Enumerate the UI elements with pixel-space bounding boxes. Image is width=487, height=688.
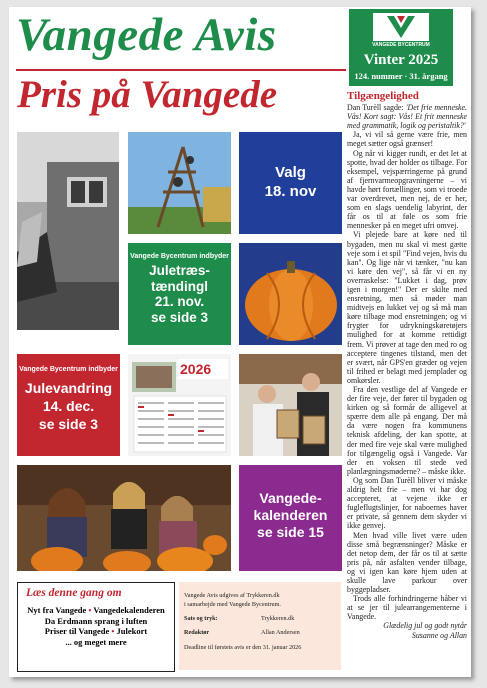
article-paragraph: Vi plejede bare at køre ned til bygaden, men nu skal vi mest gætte veje som i et spil "Find vejen, hvis du kan". Og lige når vi tænker, "nu kan vi køre den vej", så får vi en ny overraskelse: "Lukket i dag, prøv igen i morgen!" Der er skilte med ensretning, men så møder man midtvejs en lukket vej og så må man køre tilbage mod ensretningen; og vi frygter for udrykningskøretøjers mulighed for at komme rettidigt frem. Vi prøver at tage den med ro og acceptere tingenes tilstand, men det er svært, når GPS'en græder og vejen til frihed er belagt med jernplader og omkørsler. (347, 230, 467, 385)
election-date: 18. nov (264, 182, 317, 200)
christmas-walk-line1: Julevandring (24, 380, 113, 396)
vangede-logo (373, 13, 429, 41)
pumpkin-photo (239, 243, 342, 345)
christmas-walk-tile (17, 354, 120, 456)
christmas-walk-intro: Vangede Bycentrum indbyder (19, 366, 118, 373)
article-signature: Susanne og Allan (411, 630, 467, 640)
calendar-line2: kalenderen (253, 507, 328, 523)
contents-line: Nyt fra Vangede • Vangedekalenderen (27, 605, 165, 615)
article-paragraph: Fra den vestlige del af Vangede er der fire veje, der fører til bygaden og kirken og så formår de alligevel at spærre dem alle på engang. Der må da være nogen fra kommunens teknisk afdeling, der kan spotte, at der med fire veje skal være mulighed for tilgængelig også i Vangede. Var der en voksen til stede ved planlægningsmøderne? – måske ikke. (347, 385, 467, 476)
badge-season: Vinter 2025 (363, 52, 439, 68)
historic-photo (17, 132, 119, 330)
colophon-print-value: Trykkeren.dk (261, 615, 295, 622)
scaffold-photo (128, 132, 231, 234)
page-headline: Pris på Vangede (17, 73, 278, 116)
colophon-partner: i samarbejde med Vangede Bycentrum. (184, 601, 281, 608)
colophon-deadline: Deadline til førstets avis er den 31. januar 2026 (184, 644, 302, 651)
contents-line: Priser til Vangede • Julekort (44, 626, 148, 636)
calendar-tile (239, 465, 342, 571)
article-lead: Dan Turèll sagde: 'Det frie menneske. Vås! Kort sagt: Vås! Et frit menneske med grammatik, logik og peristaltik?' (347, 103, 467, 131)
contents-title: Læs denne gang om (26, 587, 122, 599)
badge-issue: 124. nummer · 31. årgang (354, 71, 448, 81)
colophon-editor-label: Redaktør (184, 629, 210, 636)
colophon-publisher: Vangede Avis udgives af Trykkeren.dk (184, 592, 280, 599)
article-paragraph: Men hvad ville livet være uden disse små begrænsninger? Måske er det netop dem, der får os til at sætte pris på, når asfalten vender tilbage, og vi igen kan køre hjem uden at skulle lave parkour over byggepladser. (347, 530, 467, 595)
calendar-line1: Vangede- (259, 490, 322, 506)
christmas-tree-line1: Juletræs- (149, 263, 210, 278)
article-paragraph: Ja, vi vil så gerne være frie, men meget sætter også grænser! (347, 130, 467, 149)
contents-line: Da Erdmann sprang i luften (44, 615, 148, 626)
christmas-tree-line4: se side 3 (150, 309, 209, 325)
election-title: Valg (275, 164, 306, 181)
article-paragraph: Og som Dan Turèll bliver vi måske aldrig helt frie – men vi har dog accepteret, at vejene ikke er fugleflugtslinjer, for naboernes haver er private, så gennem dem skyder vi ikke genvej. (347, 475, 467, 531)
contents-line: ... og meget mere (65, 636, 127, 647)
colophon-print-label: Sats og tryk: (184, 615, 218, 622)
calendar-image (128, 354, 231, 456)
masthead-rule (16, 69, 346, 71)
christmas-walk-line2: 14. dec. (42, 398, 95, 414)
award-photo (239, 354, 342, 456)
editorial-article (347, 92, 467, 640)
christmas-tree-tile (128, 243, 231, 345)
christmas-tree-line3: 21. nov. (154, 294, 205, 309)
children-pumpkins-photo (17, 465, 231, 571)
article-title: Tilgængelighed (347, 90, 419, 102)
christmas-tree-line2: tændingl (151, 278, 208, 294)
colophon-box (179, 582, 341, 670)
contents-box (17, 582, 175, 672)
calendar-year: 2026 (180, 361, 212, 377)
front-page (9, 7, 471, 677)
election-tile (239, 132, 342, 234)
article-paragraph: Trods alle forhindringerne håber vi at se jer til julearrangementerne i Vangede. (347, 594, 467, 622)
badge-org: VANGEDE BYCENTRUM (372, 42, 430, 48)
article-paragraph: Og når vi kigger rundt, er det let at spotte, hvad der holder os tilbage. For eksempel, vejspærringerne på grund af fjernvarmeopgravningerne – vi havde hørt fortællinger, som vi troede var overdrevet, men nej, de er her, som en slags uendelig labyrint, der får os til at føle os som frie mennesker på en meget ufri omvej. (347, 148, 467, 231)
masthead-title: Vangede Avis (16, 9, 277, 61)
article-quote: 'Det frie menneske. Vås! Kort sagt: Vås! Et frit menneske med grammatik, logik og peristaltik?' (347, 103, 467, 131)
colophon-editor-value: Allan Andersen (261, 629, 300, 636)
christmas-walk-line3: se side 3 (38, 416, 99, 432)
christmas-tree-intro: Vangede Bycentrum indbyder (130, 253, 229, 260)
article-greeting: Glædelig jul og godt nytår (383, 621, 467, 631)
calendar-line3: se side 15 (257, 524, 324, 540)
issue-badge (349, 9, 453, 86)
